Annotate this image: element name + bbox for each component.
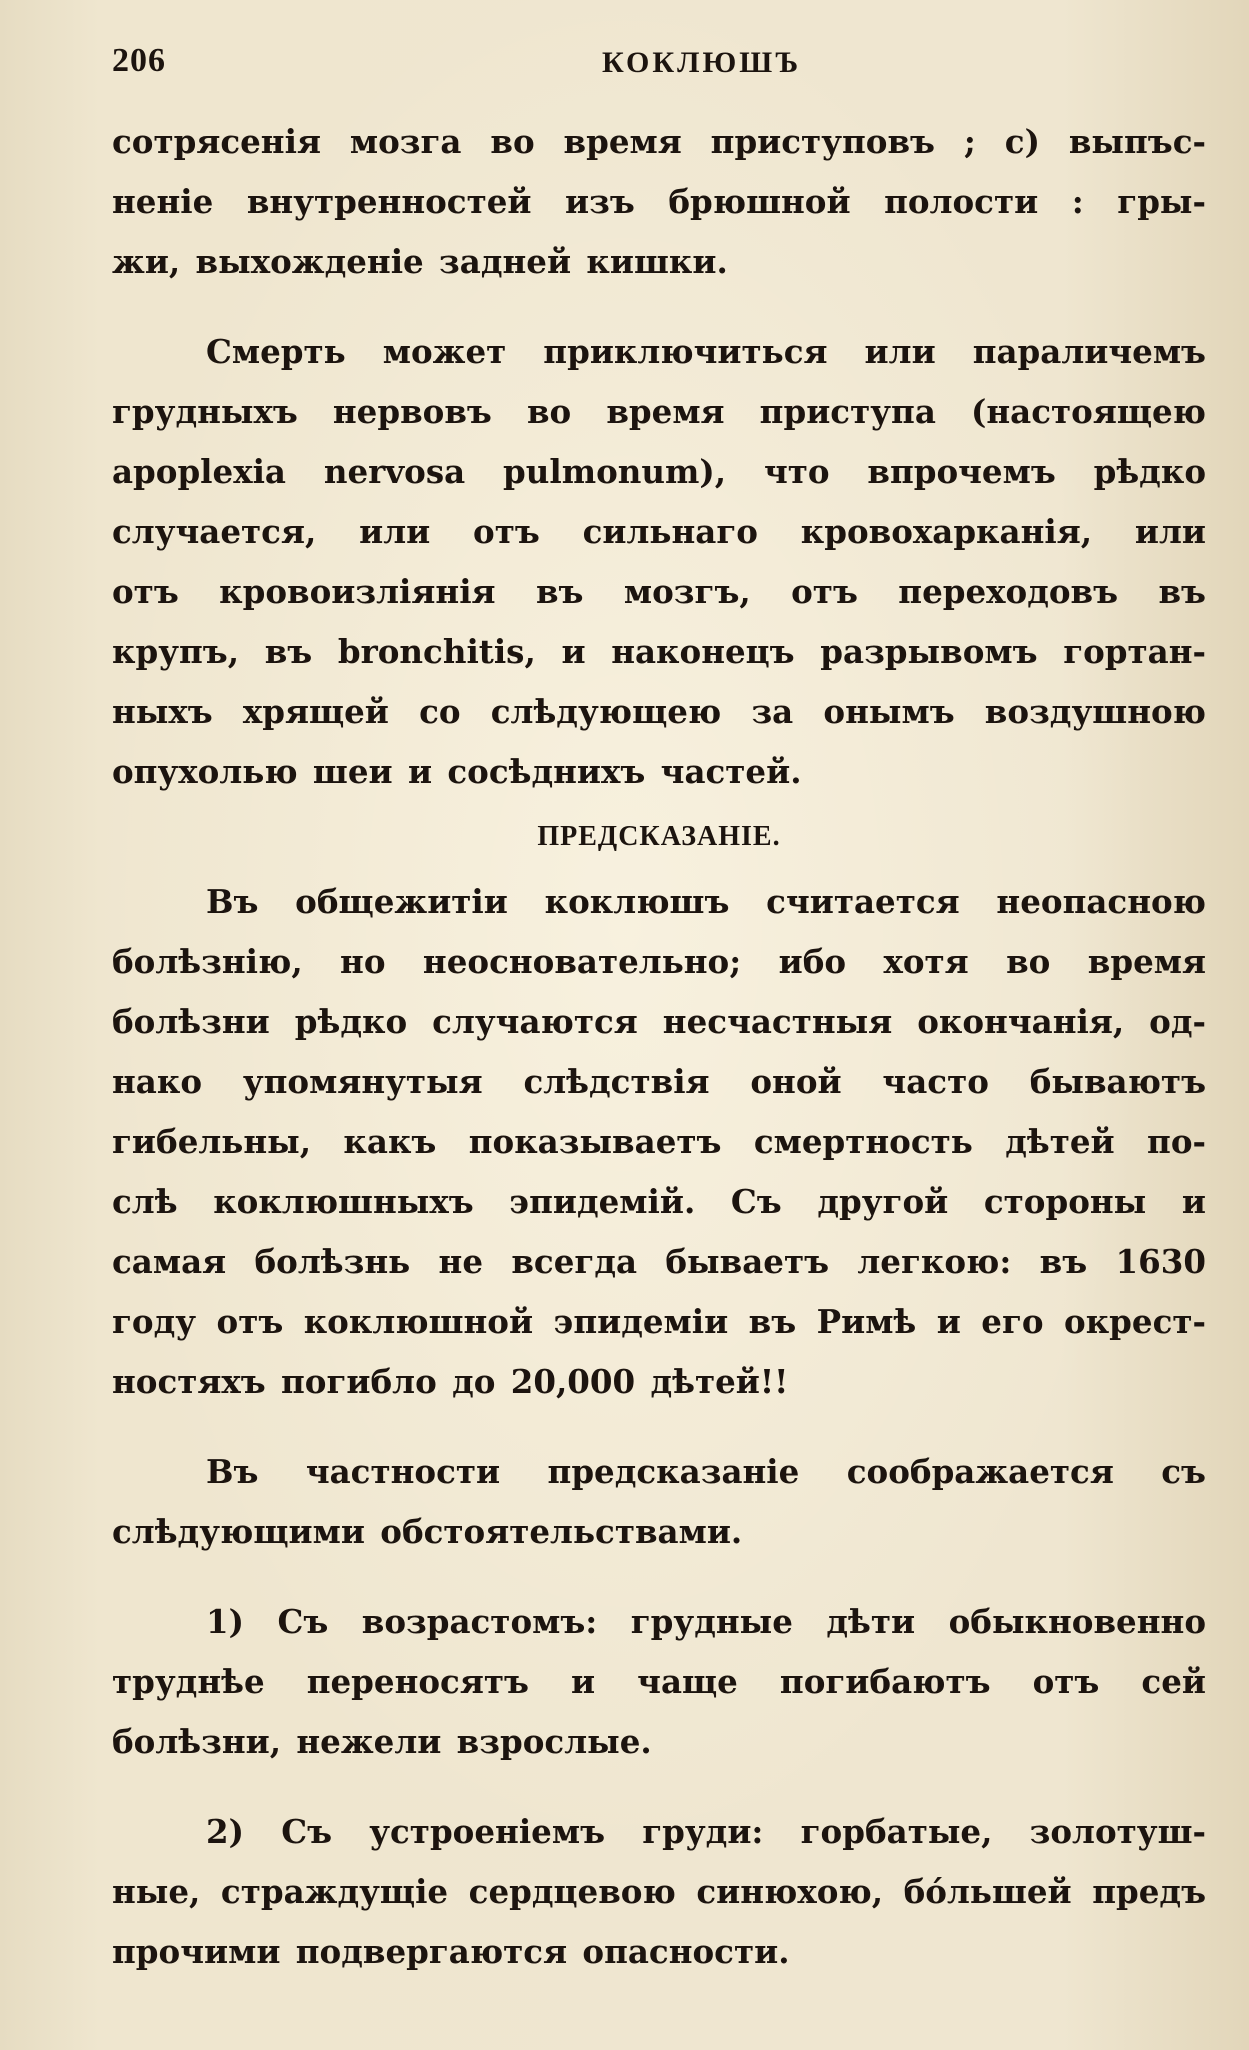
- paragraph-age: [112, 1592, 1206, 1772]
- text-line: гибельны, какъ показываетъ смертность дѣтей по-: [112, 1122, 1206, 1161]
- text-line: Въ частности предсказаніе соображается съ: [206, 1452, 1206, 1491]
- paragraph-chest: [112, 1802, 1206, 1982]
- text-line: нако упомянутыя слѣдствія оной часто бываютъ: [112, 1062, 1206, 1101]
- text-line: болѣзнію, но неосновательно; ибо хотя во время: [112, 942, 1206, 981]
- paragraph-complications: [112, 112, 1206, 292]
- text-line: Смерть может приключиться или параличемъ: [206, 332, 1206, 371]
- text-line: 2) Съ устроеніемъ груди: горбатые, золотуш-: [206, 1812, 1206, 1851]
- text-line: ныхъ хрящей со слѣдующею за онымъ воздушною: [112, 692, 1206, 731]
- text-line: труднѣе переносятъ и чаще погибаютъ отъ сей: [112, 1662, 1206, 1701]
- text-line: сотрясенія мозга во время приступовъ ; с) выпъс-: [112, 122, 1206, 161]
- paragraph-gap: [112, 1562, 1206, 1592]
- text-line: слѣдующими обстоятельствами.: [112, 1512, 743, 1551]
- text-line: apoplexia nervosa pulmonum), что впрочемъ рѣдко: [112, 452, 1206, 491]
- paragraph-prognosis: [112, 872, 1206, 1412]
- text-line: прочими подвергаются опасности.: [112, 1932, 790, 1971]
- text-line: отъ кровоизліянія въ мозгъ, отъ переходовъ въ: [112, 572, 1206, 611]
- text-line: грудныхъ нервовъ во время приступа (настоящею: [112, 392, 1206, 431]
- paragraph-particulars: [112, 1442, 1206, 1562]
- running-title: КОКЛЮШЪ: [602, 46, 802, 79]
- paragraph-gap: [112, 1772, 1206, 1802]
- text-line: случается, или отъ сильнаго кровохарканія, или: [112, 512, 1206, 551]
- text-line: Въ общежитіи коклюшъ считается неопасною: [206, 882, 1206, 921]
- text-line: слѣ коклюшныхъ эпидемій. Съ другой стороны и: [112, 1182, 1206, 1221]
- text-line: болѣзни, нежели взрослые.: [112, 1722, 652, 1761]
- text-line: ные, страждущіе сердцевою синюхою, бо́льшей предъ: [112, 1872, 1206, 1911]
- text-line: ностяхъ погибло до 20,000 дѣтей!!: [112, 1362, 789, 1401]
- page-body: [112, 112, 1206, 1982]
- text-line: крупъ, въ bronchitis, и наконецъ разрывомъ гортан-: [112, 632, 1206, 671]
- section-heading: ПРЕДСКАЗАНІЕ.: [537, 821, 781, 852]
- page-header: [112, 42, 1196, 82]
- text-line: неніе внутренностей изъ брюшной полости : гры-: [112, 182, 1206, 221]
- text-line: жи, выхожденіе задней кишки.: [112, 242, 728, 281]
- page-number: 206: [112, 42, 166, 79]
- paragraph-death: [112, 322, 1206, 802]
- text-line: 1) Съ возрастомъ: грудные дѣти обыкновенно: [206, 1602, 1206, 1641]
- text-line: опухолью шеи и сосѣднихъ частей.: [112, 752, 802, 791]
- text-line: болѣзни рѣдко случаются несчастныя окончанія, од-: [112, 1002, 1206, 1041]
- paragraph-gap: [112, 292, 1206, 322]
- paragraph-gap: [112, 1412, 1206, 1442]
- text-line: году отъ коклюшной эпидеміи въ Римѣ и его окрест-: [112, 1302, 1206, 1341]
- text-line: самая болѣзнь не всегда бываетъ легкою: въ 1630: [112, 1242, 1206, 1281]
